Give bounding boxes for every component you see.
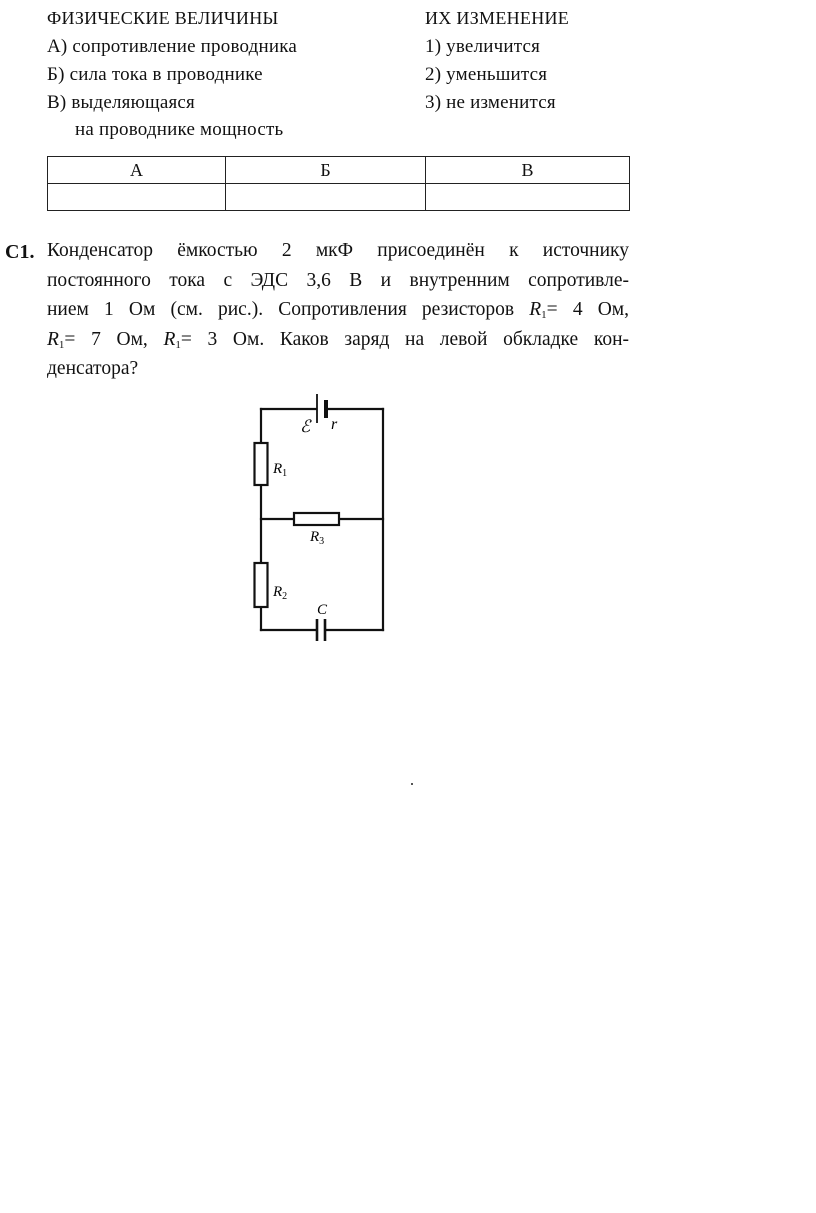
resistor-r3 bbox=[294, 513, 339, 525]
label-r3: $R_3$ bbox=[310, 529, 325, 547]
answer-cell-v[interactable] bbox=[426, 184, 630, 211]
quantity-item-v: В) выделяющаяся bbox=[47, 92, 195, 113]
task-line-2: постоянного тока с ЭДС 3,6 В и внутренним сопротивле- bbox=[47, 269, 629, 291]
answer-table-header-row bbox=[48, 157, 630, 184]
changes-header: ИХ ИЗМЕНЕНИЕ bbox=[425, 8, 570, 28]
quantity-item-v-continued: на проводнике мощность bbox=[75, 119, 284, 140]
quantities-header: ФИЗИЧЕСКИЕ ВЕЛИЧИНЫ bbox=[47, 8, 279, 28]
change-item-2: 2) уменьшится bbox=[425, 64, 548, 85]
circuit-diagram bbox=[240, 385, 410, 650]
task-line-5: денсатора? bbox=[47, 358, 139, 379]
scan-speck bbox=[411, 783, 413, 785]
label-r2: $R_2$ bbox=[273, 584, 288, 602]
answer-table-header-a: А bbox=[48, 157, 226, 184]
label-internal-r: r bbox=[331, 416, 338, 433]
answer-cell-a[interactable] bbox=[48, 184, 226, 211]
task-line-3: нием 1 Ом (см. рис.). Сопротивления резисторов $R_1= 4$ Ом, bbox=[47, 299, 630, 321]
resistor-r2 bbox=[255, 563, 268, 607]
quantity-item-b: Б) сила тока в проводнике bbox=[47, 64, 263, 85]
task-line-1: Конденсатор ёмкостью 2 мкФ присоединён к источнику bbox=[47, 240, 629, 261]
resistor-r1 bbox=[255, 443, 268, 485]
label-r1: $R_1$ bbox=[273, 461, 288, 479]
answer-cell-b[interactable] bbox=[226, 184, 426, 211]
task-text bbox=[47, 236, 629, 384]
label-emf: ℰ bbox=[300, 417, 311, 436]
quantity-item-a: А) сопротивление проводника bbox=[47, 36, 298, 57]
change-item-1: 1) увеличится bbox=[425, 36, 541, 57]
task-number: С1. bbox=[5, 241, 35, 263]
answer-table-header-b: Б bbox=[226, 157, 426, 184]
task-line-4: $R_1= 7$ Ом, $R_1= 3$ Ом. Каков заряд на левой обкладке кон- bbox=[47, 328, 629, 351]
change-item-3: 3) не изменится bbox=[425, 92, 556, 113]
answer-table-input-row bbox=[48, 184, 630, 211]
answer-table-header-v: В bbox=[426, 157, 630, 184]
answer-table bbox=[47, 156, 630, 211]
label-capacitor: C bbox=[317, 602, 328, 618]
